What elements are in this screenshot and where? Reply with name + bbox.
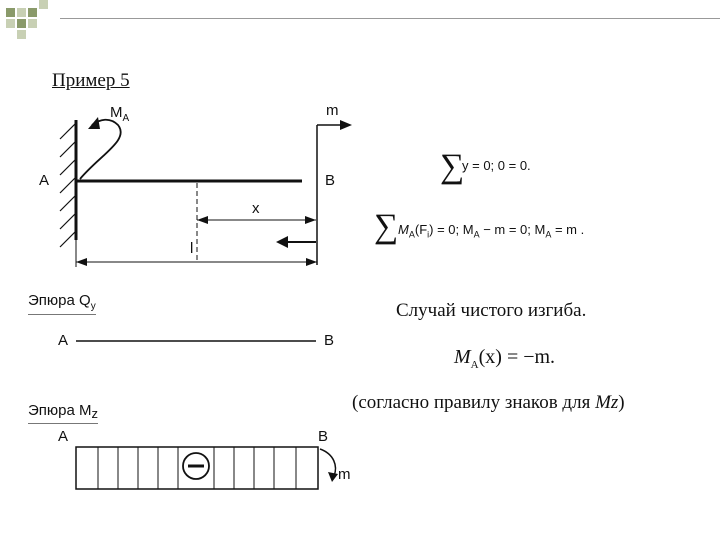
epura-q-line — [76, 338, 316, 344]
label-l: l — [190, 240, 194, 257]
epura-m-label-m: m — [338, 466, 351, 483]
epura-m-label-b: B — [318, 428, 329, 445]
label-ma: $M_A$ — [110, 104, 130, 124]
beam-diagram — [30, 95, 370, 275]
epura-m-diagram — [72, 444, 342, 494]
epura-m-title: Эпюра Mz — [28, 402, 98, 424]
epura-q-label-b: B — [324, 332, 335, 349]
label-m: m — [326, 102, 339, 119]
equation-sum-y: y = 0; 0 = 0. — [462, 158, 531, 173]
sum-symbol-1: ∑ — [440, 148, 465, 185]
label-b: B — [325, 172, 336, 189]
corner-decoration — [0, 0, 60, 40]
sum-symbol-2: ∑ — [374, 208, 399, 245]
label-a: A — [39, 172, 50, 189]
equation-sum-m: $M_A(F_i) = 0$; $M_A - m = 0$; $M_A = m$ . — [398, 222, 585, 240]
pure-bending-text: Случай чистого изгиба. — [396, 300, 587, 321]
moment-equation: $M_A(x) = -m$. — [454, 346, 556, 371]
epura-m-label-a: A — [58, 428, 69, 445]
top-rule — [60, 18, 720, 19]
page-title: Пример 5 — [52, 70, 130, 91]
sign-rule-text: (согласно правилу знаков для Mz) — [352, 392, 625, 413]
epura-q-label-a: A — [58, 332, 69, 349]
label-x: x — [252, 200, 260, 217]
epura-q-title: Эпюра $Q_y$ — [28, 292, 96, 315]
